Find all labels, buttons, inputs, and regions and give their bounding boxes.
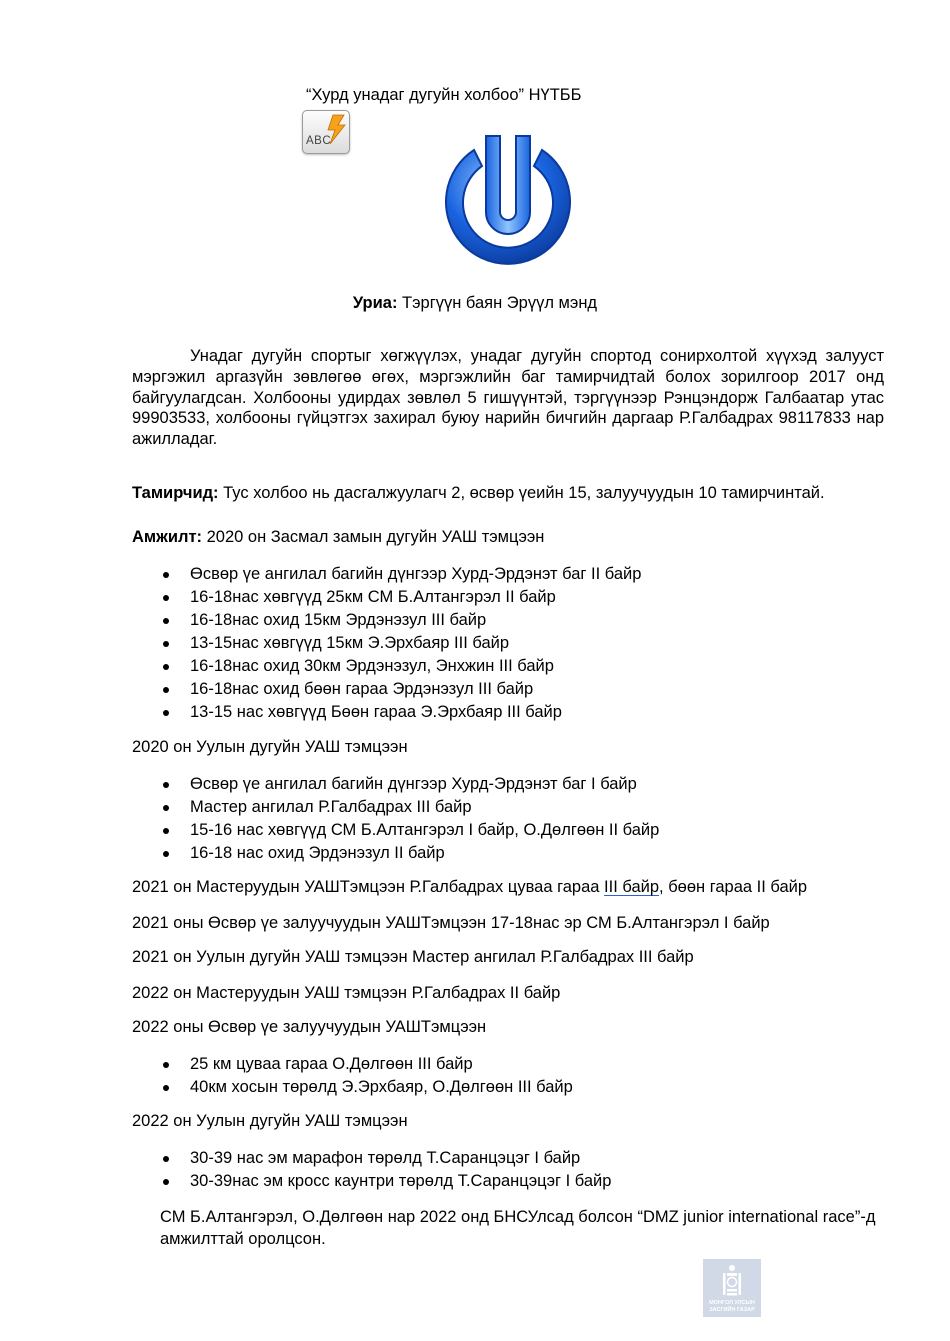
- line-2021-masters-text: 2021 он Мастеруудын УАШТэмцээн Р.Галбадрах цуваа гараа: [132, 878, 605, 896]
- list-item: 13-15 нас хөвгүүд Бөөн гараа Э.Эрхбаяр III байр: [132, 701, 641, 724]
- motto-text: Тэргүүн баян Эрүүл мэнд: [397, 294, 598, 312]
- list-item: 30-39нас эм кросс каунтри төрөлд Т.Саранцэцэг I байр: [132, 1170, 611, 1193]
- heading-2020-mountain: 2020 он Уулын дугуйн УАШ тэмцээн: [132, 738, 408, 756]
- heading-2022-mountain: 2022 он Уулын дугуйн УАШ тэмцээн: [132, 1112, 408, 1130]
- intro-paragraph: Унадаг дугуйн спортыг хөгжүүлэх, унадаг дугуйн спортод сонирхолтой хүүхэд залууст мэргэжил аргазүйн зөвлөгөө өгөх, мэргэжлийн баг тамирчидтай болох зорилгоор 2017 онд байгуулагдсан. Холбооны удирдах зөвлөл 5 гишүүнтэй, тэргүүнээр Рэнцэндорж Галбаатар утас 99903533, холбооны гүйцэтгэх захирал буюу нарийн бичгийн даргаар Р.Галбадрах 98117833 нар ажилладаг.: [132, 347, 884, 449]
- list-item: 40км хосын төрөлд Э.Эрхбаяр, О.Дөлгөөн III байр: [132, 1076, 573, 1099]
- athletes-line: [132, 484, 825, 503]
- achievements-label: Амжилт:: [132, 528, 203, 546]
- government-emblem: [703, 1259, 761, 1317]
- closing-paragraph: СМ Б.Алтангэрэл, О.Дөлгөөн нар 2022 онд БНСУлсад болсон “DMZ junior international race”-д амжилттай оролцсон.: [160, 1208, 876, 1248]
- line-2022-youth: 2022 оны Өсвөр үе залуучуудын УАШТэмцээн: [132, 1018, 487, 1036]
- line-2021-mountain: 2021 он Уулын дугуйн УАШ тэмцээн Мастер ангилал Р.Галбадрах III байр: [132, 948, 694, 966]
- list-item: Өсвөр үе ангилал багийн дүнгээр Хурд-Эрдэнэт баг II байр: [132, 563, 641, 586]
- list-item: 25 км цуваа гараа О.Дөлгөөн III байр: [132, 1053, 573, 1076]
- achievements-list-2020-mountain: [132, 773, 659, 865]
- list-item: Өсвөр үе ангилал багийн дүнгээр Хурд-Эрдэнэт баг I байр: [132, 773, 659, 796]
- list-item: 15-16 нас хөвгүүд СМ Б.Алтангэрэл I байр, О.Дөлгөөн II байр: [132, 819, 659, 842]
- emblem-caption: МОНГОЛ УЛСЫН ЗАСГИЙН ГАЗАР: [709, 1300, 755, 1313]
- list-item: Мастер ангилал Р.Галбадрах III байр: [132, 796, 659, 819]
- achievements-list-2022-mountain: [132, 1147, 611, 1193]
- line-2021-masters-rest: , бөөн гараа II байр: [659, 878, 808, 896]
- list-item: 16-18нас охид 30км Эрдэнэзул, Энхжин III байр: [132, 655, 641, 678]
- line-2021-youth: 2021 оны Өсвөр үе залуучуудын УАШТэмцээн 17-18нас эр СМ Б.Алтангэрэл I байр: [132, 914, 770, 932]
- achievements-list-2022-youth: [132, 1053, 573, 1099]
- motto: [0, 294, 950, 313]
- athletes-label: Тамирчид:: [132, 484, 219, 502]
- list-item: 16-18нас хөвгүүд 25км СМ Б.Алтангэрэл II байр: [132, 586, 641, 609]
- athletes-text: Тус холбоо нь дасгалжуулагч 2, өсвөр үеийн 15, залуучуудын 10 тамирчинтай.: [218, 484, 825, 502]
- spellcheck-underlined-text: III байр: [604, 878, 660, 896]
- list-item: 16-18 нас охид Эрдэнэзул II байр: [132, 842, 659, 865]
- achievements-text: 2020 он Засмал замын дугуйн УАШ тэмцээн: [202, 528, 545, 546]
- list-item: 30-39 нас эм марафон төрөлд Т.Саранцэцэг I байр: [132, 1147, 611, 1170]
- list-item: 16-18нас охид 15км Эрдэнэзул III байр: [132, 609, 641, 632]
- organization-logo: [436, 128, 580, 272]
- list-item: 13-15нас хөвгүүд 15км Э.Эрхбаяр III байр: [132, 632, 641, 655]
- motto-label: Уриа:: [352, 294, 398, 312]
- organization-title: “Хурд унадаг дугуйн холбоо” НҮТББ: [306, 86, 582, 104]
- spellcheck-icon[interactable]: [302, 110, 350, 154]
- line-2022-masters: 2022 он Мастеруудын УАШ тэмцээн Р.Галбадрах II байр: [132, 984, 561, 1002]
- achievements-list-2020-road: [132, 563, 641, 724]
- achievements-line: [132, 528, 544, 547]
- line-2021-masters: [132, 878, 807, 897]
- list-item: 16-18нас охид бөөн гараа Эрдэнэзул III байр: [132, 678, 641, 701]
- spellcheck-icon-label: ABC: [306, 135, 332, 147]
